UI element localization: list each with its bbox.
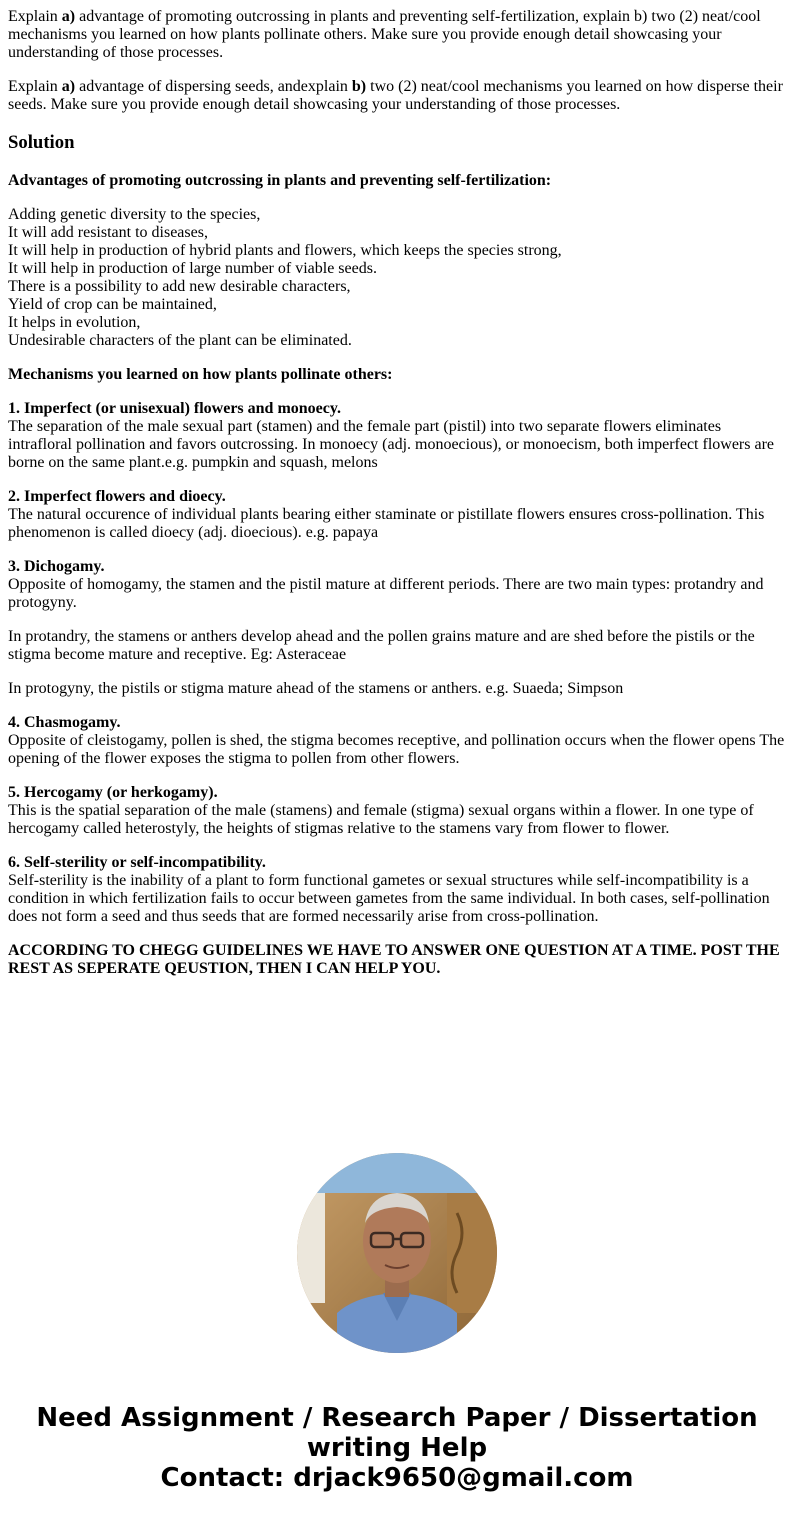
advantage-item: It will help in production of large number of viable seeds.	[8, 260, 377, 277]
mechanism-text: The separation of the male sexual part (stamen) and the female part (pistil) into two separate flowers eliminates intrafloral pollination and favors outcrossing. In monoecy (adj. monoecious), or monoecism, both imperfect flowers are borne on the same plant.e.g. pumpkin and squash, melons	[8, 418, 775, 471]
protogyny-paragraph: In protogyny, the pistils or stigma mature ahead of the stamens or anthers. e.g. Suaeda; Simpson	[8, 680, 624, 697]
footer-line-1: Need Assignment / Research Paper / Dissertation	[36, 1403, 758, 1433]
q1-a-marker: a)	[61, 8, 76, 25]
mechanism-text: The natural occurence of individual plants bearing either staminate or pistillate flowers ensures cross-pollination. This phenomenon is called dioecy (adj. dioecious). e.g. papaya	[8, 506, 765, 541]
mechanisms-heading-text: Mechanisms you learned on how plants pollinate others:	[8, 366, 393, 383]
mechanisms-heading	[8, 366, 786, 384]
footer-contact: Contact: drjack9650@gmail.com	[160, 1463, 634, 1493]
mechanism-title: 2. Imperfect flowers and dioecy.	[8, 488, 226, 505]
advantage-item: Undesirable characters of the plant can be eliminated.	[8, 332, 352, 349]
question-1	[8, 8, 786, 62]
advantage-item: It will add resistant to diseases,	[8, 224, 208, 241]
footer-ad	[0, 1403, 794, 1493]
chegg-notice-text: ACCORDING TO CHEGG GUIDELINES WE HAVE TO ANSWER ONE QUESTION AT A TIME. POST THE REST AS SEPERATE QEUSTION, THEN I CAN HELP YOU.	[8, 942, 780, 977]
document-body	[8, 8, 786, 994]
mechanism-5	[8, 784, 786, 838]
mechanism-text: Opposite of homogamy, the stamen and the pistil mature at different periods. There are two main types: protandry and protogyny.	[8, 576, 764, 611]
advantages-list	[8, 206, 786, 350]
q2-mid: advantage of dispersing seeds, andexplain	[75, 78, 352, 95]
mechanism-title: 5. Hercogamy (or herkogamy).	[8, 784, 218, 801]
author-avatar	[297, 1153, 497, 1353]
mechanism-text: Opposite of cleistogamy, pollen is shed, the stigma becomes receptive, and pollination occurs when the flower opens The opening of the flower exposes the stigma to pollen from other flowers.	[8, 732, 785, 767]
protandry-paragraph: In protandry, the stamens or anthers develop ahead and the pollen grains mature and are shed before the pistils or the stigma become mature and receptive. Eg: Asteraceae	[8, 628, 755, 663]
question-2	[8, 78, 786, 114]
mechanism-title: 3. Dichogamy.	[8, 558, 105, 575]
mechanism-4	[8, 714, 786, 768]
advantage-item: Yield of crop can be maintained,	[8, 296, 217, 313]
advantages-heading	[8, 172, 786, 190]
advantages-heading-text: Advantages of promoting outcrossing in plants and preventing self-fertilization:	[8, 172, 552, 189]
q1-text: advantage of promoting outcrossing in plants and preventing self-fertilization, explain b) two (2) neat/cool mechanisms you learned on how plants pollinate others. Make sure you provide enough detail showcasing your understanding of those processes.	[8, 8, 761, 61]
mechanism-text: Self-sterility is the inability of a plant to form functional gametes or sexual structures while self-incompatibility is a condition in which fertilization fails to occur between gametes from the same individual. In both cases, self-pollination does not form a seed and thus seeds that are formed necessarily arise from cross-pollination.	[8, 872, 770, 925]
advantage-item: There is a possibility to add new desirable characters,	[8, 278, 351, 295]
mechanism-title: 1. Imperfect (or unisexual) flowers and monoecy.	[8, 400, 341, 417]
mechanism-3	[8, 558, 786, 612]
mechanism-6	[8, 854, 786, 926]
footer-line-2: writing Help	[306, 1433, 488, 1463]
solution-heading: Solution	[8, 132, 75, 153]
advantage-item: It helps in evolution,	[8, 314, 141, 331]
q2-a-marker: a)	[61, 78, 76, 95]
q1-pre: Explain	[8, 8, 62, 25]
q2-pre: Explain	[8, 78, 62, 95]
chegg-notice	[8, 942, 786, 978]
q2-b-marker: b)	[351, 78, 367, 95]
mechanism-title: 4. Chasmogamy.	[8, 714, 121, 731]
mechanism-1	[8, 400, 786, 472]
mechanism-text: This is the spatial separation of the male (stamens) and female (stigma) sexual organs within a flower. In one type of hercogamy called heterostyly, the heights of stigmas relative to the stamens vary from flower to flower.	[8, 802, 754, 837]
q2-text: two (2) neat/cool mechanisms you learned on how disperse their seeds. Make sure you provide enough detail showcasing your understanding of those processes.	[8, 78, 783, 113]
author-portrait-image	[297, 1153, 497, 1353]
mechanism-title: 6. Self-sterility or self-incompatibility.	[8, 854, 266, 871]
advantage-item: Adding genetic diversity to the species,	[8, 206, 261, 223]
mechanism-2	[8, 488, 786, 542]
advantage-item: It will help in production of hybrid plants and flowers, which keeps the species strong,	[8, 242, 562, 259]
